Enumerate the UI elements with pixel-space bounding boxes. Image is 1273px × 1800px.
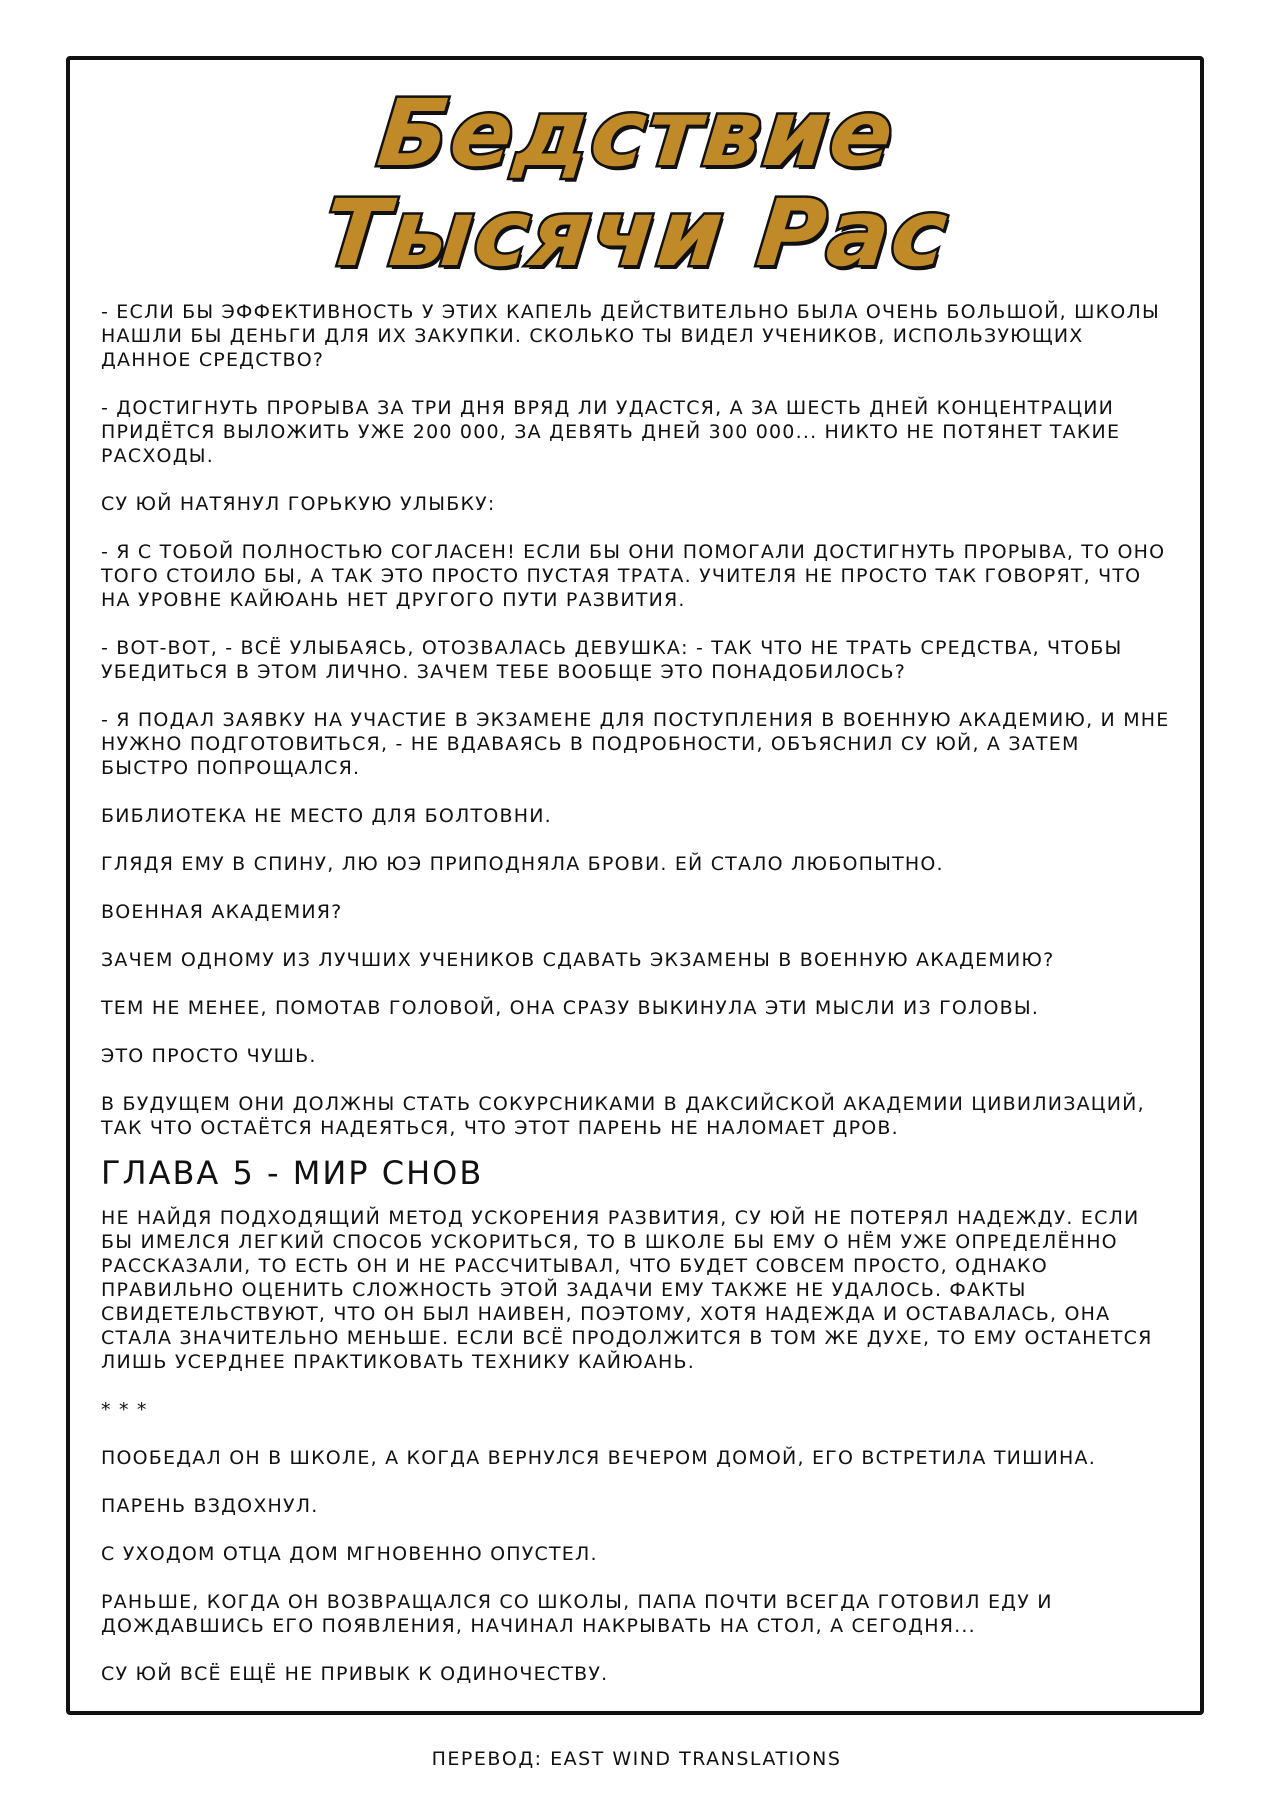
paragraph: НЕ НАЙДЯ ПОДХОДЯЩИЙ МЕТОД УСКОРЕНИЯ РАЗВИТИЯ, СУ ЮЙ НЕ ПОТЕРЯЛ НАДЕЖДУ. ЕСЛИ БЫ ИМЕЛСЯ ЛЕГКИЙ СПОСОБ УСКОРИТЬСЯ, ТО В ШКОЛЕ БЫ ЕМУ О НЁМ УЖЕ ОПРЕДЕЛЁННО РАССКАЗАЛИ, ТО ЕСТЬ ОН И НЕ РАССЧИТЫВАЛ, ЧТО БУДЕТ СОВСЕМ ПРОСТО, ОДНАКО ПРАВИЛЬНО ОЦЕНИТЬ СЛОЖНОСТЬ ЭТОЙ ЗАДАЧИ ЕМУ ТАКЖЕ НЕ УДАЛОСЬ. ФАКТЫ СВИДЕТЕЛЬСТВУЮТ, ЧТО ОН БЫЛ НАИВЕН, ПОЭТОМУ, ХОТЯ НАДЕЖДА И ОСТАВАЛАСЬ, ОНА СТАЛА ЗНАЧИТЕЛЬНО МЕНЬШЕ. ЕСЛИ ВСЁ ПРОДОЛЖИТСЯ В ТОМ ЖЕ ДУХЕ, ТО ЕМУ ОСТАНЕТСЯ ЛИШЬ УСЕРДНЕЕ ПРАКТИКОВАТЬ ТЕХНИКУ КАЙЮАНЬ.	[101, 1207, 1153, 1373]
paragraph: - ЕСЛИ БЫ ЭФФЕКТИВНОСТЬ У ЭТИХ КАПЕЛЬ ДЕЙСТВИТЕЛЬНО БЫЛА ОЧЕНЬ БОЛЬШОЙ, ШКОЛЫ НАШЛИ БЫ ДЕНЬГИ ДЛЯ ИХ ЗАКУПКИ. СКОЛЬКО ТЫ ВИДЕЛ УЧЕНИКОВ, ИСПОЛЬЗУЮЩИХ ДАННОЕ СРЕДСТВО?	[101, 301, 1160, 371]
paragraph: ГЛЯДЯ ЕМУ В СПИНУ, ЛЮ ЮЭ ПРИПОДНЯЛА БРОВИ. ЕЙ СТАЛО ЛЮБОПЫТНО.	[101, 853, 944, 875]
chapter-heading: ГЛАВА 5 - МИР СНОВ	[101, 1154, 484, 1192]
paragraph: - ДОСТИГНУТЬ ПРОРЫВА ЗА ТРИ ДНЯ ВРЯД ЛИ УДАСТСЯ, А ЗА ШЕСТЬ ДНЕЙ КОНЦЕНТРАЦИИ ПРИДЁТСЯ ВЫЛОЖИТЬ УЖЕ 200 000, ЗА ДЕВЯТЬ ДНЕЙ 300 000... НИКТО НЕ ПОТЯНЕТ ТАКИЕ РАСХОДЫ.	[101, 397, 1121, 467]
paragraph: С УХОДОМ ОТЦА ДОМ МГНОВЕННО ОПУСТЕЛ.	[101, 1543, 598, 1565]
page-title	[0, 80, 1273, 287]
paragraph: ПАРЕНЬ ВЗДОХНУЛ.	[101, 1495, 319, 1517]
chapter-text	[101, 300, 1171, 1710]
translator-credit: ПЕРЕВОД: EAST WIND TRANSLATIONS	[431, 1748, 842, 1770]
paragraph: - Я С ТОБОЙ ПОЛНОСТЬЮ СОГЛАСЕН! ЕСЛИ БЫ ОНИ ПОМОГАЛИ ДОСТИГНУТЬ ПРОРЫВА, ТО ОНО ТОГО СТОИЛО БЫ, А ТАК ЭТО ПРОСТО ПУСТАЯ ТРАТА. УЧИТЕЛЯ НЕ ПРОСТО ТАК ГОВОРЯТ, ЧТО НА УРОВНЕ КАЙЮАНЬ НЕТ ДРУГОГО ПУТИ РАЗВИТИЯ.	[101, 541, 1166, 611]
paragraph: - ВОТ-ВОТ, - ВСЁ УЛЫБАЯСЬ, ОТОЗВАЛАСЬ ДЕВУШКА: - ТАК ЧТО НЕ ТРАТЬ СРЕДСТВА, ЧТОБЫ УБЕДИТЬСЯ В ЭТОМ ЛИЧНО. ЗАЧЕМ ТЕБЕ ВООБЩЕ ЭТО ПОНАДОБИЛОСЬ?	[101, 637, 1123, 683]
paragraph: ЭТО ПРОСТО ЧУШЬ.	[101, 1045, 317, 1067]
paragraph: СУ ЮЙ НАТЯНУЛ ГОРЬКУЮ УЛЫБКУ:	[101, 493, 496, 515]
paragraph: СУ ЮЙ ВСЁ ЕЩЁ НЕ ПРИВЫК К ОДИНОЧЕСТВУ.	[101, 1663, 609, 1685]
paragraph: РАНЬШЕ, КОГДА ОН ВОЗВРАЩАЛСЯ СО ШКОЛЫ, ПАПА ПОЧТИ ВСЕГДА ГОТОВИЛ ЕДУ И ДОЖДАВШИСЬ ЕГО ПОЯВЛЕНИЯ, НАЧИНАЛ НАКРЫВАТЬ НА СТОЛ, А СЕГОДНЯ...	[101, 1591, 1053, 1637]
scene-break: * * *	[101, 1399, 148, 1421]
paragraph: В БУДУЩЕМ ОНИ ДОЛЖНЫ СТАТЬ СОКУРСНИКАМИ В ДАКСИЙСКОЙ АКАДЕМИИ ЦИВИЛИЗАЦИЙ, ТАК ЧТО ОСТАЁТСЯ НАДЕЯТЬСЯ, ЧТО ЭТОТ ПАРЕНЬ НЕ НАЛОМАЕТ ДРОВ.	[101, 1093, 1145, 1139]
title-line-2: Тысячи Рас	[319, 180, 954, 287]
title-line-1: Бедствие	[373, 80, 901, 187]
paragraph: БИБЛИОТЕКА НЕ МЕСТО ДЛЯ БОЛТОВНИ.	[101, 805, 552, 827]
paragraph: ЗАЧЕМ ОДНОМУ ИЗ ЛУЧШИХ УЧЕНИКОВ СДАВАТЬ ЭКЗАМЕНЫ В ВОЕННУЮ АКАДЕМИЮ?	[101, 949, 1055, 971]
paragraph: ВОЕННАЯ АКАДЕМИЯ?	[101, 901, 343, 923]
paragraph: ТЕМ НЕ МЕНЕЕ, ПОМОТАВ ГОЛОВОЙ, ОНА СРАЗУ ВЫКИНУЛА ЭТИ МЫСЛИ ИЗ ГОЛОВЫ.	[101, 997, 1040, 1019]
paragraph: ПООБЕДАЛ ОН В ШКОЛЕ, А КОГДА ВЕРНУЛСЯ ВЕЧЕРОМ ДОМОЙ, ЕГО ВСТРЕТИЛА ТИШИНА.	[101, 1447, 1096, 1469]
paragraph: - Я ПОДАЛ ЗАЯВКУ НА УЧАСТИЕ В ЭКЗАМЕНЕ ДЛЯ ПОСТУПЛЕНИЯ В ВОЕННУЮ АКАДЕМИЮ, И МНЕ НУЖНО ПОДГОТОВИТЬСЯ, - НЕ ВДАВАЯСЬ В ПОДРОБНОСТИ, ОБЪЯСНИЛ СУ ЮЙ, А ЗАТЕМ БЫСТРО ПОПРОЩАЛСЯ.	[101, 709, 1170, 779]
